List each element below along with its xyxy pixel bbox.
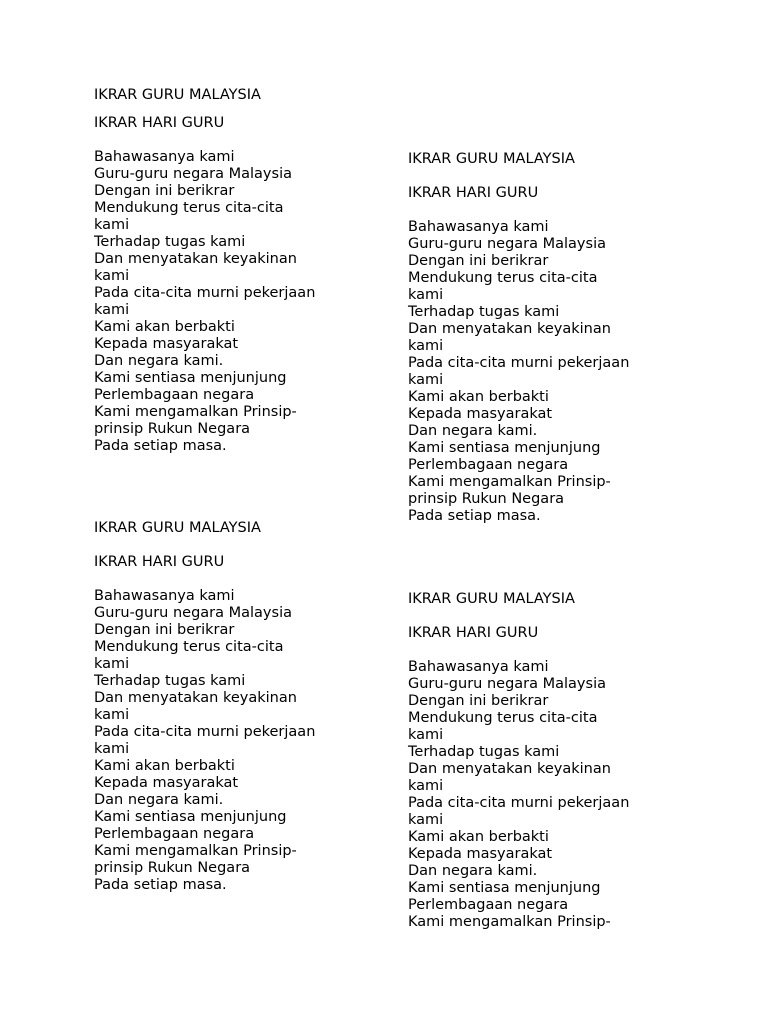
- pledge-line: Kami akan berbakti: [408, 829, 549, 845]
- pledge-line: Terhadap tugas kami: [94, 234, 246, 250]
- pledge-line: kami: [408, 338, 444, 354]
- pledge-line: Bahawasanya kami: [94, 149, 235, 165]
- pledge-line: Guru-guru negara Malaysia: [408, 676, 606, 692]
- pledge-subtitle: IKRAR HARI GURU: [94, 115, 225, 131]
- pledge-block-4: [408, 591, 708, 931]
- pledge-lines: [408, 659, 708, 931]
- pledge-line: Kami akan berbakti: [94, 758, 235, 774]
- pledge-line: prinsip Rukun Negara: [408, 491, 565, 507]
- pledge-line: Dengan ini berikrar: [94, 183, 235, 199]
- pledge-line: Dengan ini berikrar: [94, 622, 235, 638]
- pledge-block-1: [94, 87, 394, 455]
- pledge-line: Perlembagaan negara: [94, 826, 255, 842]
- pledge-block-3: [94, 520, 394, 894]
- pledge-line: kami: [94, 302, 130, 318]
- pledge-line: Kami sentiasa menjunjung: [408, 880, 601, 896]
- pledge-line: Pada cita-cita murni pekerjaan: [408, 795, 630, 811]
- pledge-title: IKRAR GURU MALAYSIA: [94, 520, 261, 536]
- pledge-line: Guru-guru negara Malaysia: [94, 605, 292, 621]
- pledge-line: prinsip Rukun Negara: [94, 421, 251, 437]
- pledge-lines: [94, 149, 394, 455]
- pledge-line: kami: [408, 727, 444, 743]
- pledge-line: Kepada masyarakat: [408, 846, 553, 862]
- pledge-line: Mendukung terus cita-cita: [408, 710, 598, 726]
- pledge-line: Kami sentiasa menjunjung: [94, 370, 287, 386]
- pledge-subtitle: IKRAR HARI GURU: [408, 185, 539, 201]
- pledge-line: Kami mengamalkan Prinsip-: [94, 843, 297, 859]
- pledge-line: Dengan ini berikrar: [408, 693, 549, 709]
- pledge-line: kami: [408, 372, 444, 388]
- pledge-line: kami: [94, 656, 130, 672]
- pledge-line: Pada setiap masa.: [94, 438, 227, 454]
- pledge-lines: [408, 219, 708, 525]
- pledge-title: IKRAR GURU MALAYSIA: [408, 591, 575, 607]
- pledge-line: Kami sentiasa menjunjung: [408, 440, 601, 456]
- pledge-line: Dan menyatakan keyakinan: [94, 690, 297, 706]
- pledge-line: Perlembagaan negara: [408, 897, 569, 913]
- pledge-line: Bahawasanya kami: [408, 659, 549, 675]
- pledge-line: Bahawasanya kami: [94, 588, 235, 604]
- pledge-line: Kami akan berbakti: [94, 319, 235, 335]
- pledge-line: Mendukung terus cita-cita: [408, 270, 598, 286]
- pledge-line: Dan menyatakan keyakinan: [408, 761, 611, 777]
- pledge-line: Dan negara kami.: [408, 423, 538, 439]
- pledge-line: kami: [408, 778, 444, 794]
- pledge-line: Guru-guru negara Malaysia: [94, 166, 292, 182]
- pledge-subtitle: IKRAR HARI GURU: [94, 554, 225, 570]
- pledge-line: kami: [94, 217, 130, 233]
- pledge-title: IKRAR GURU MALAYSIA: [94, 87, 261, 103]
- pledge-line: Pada cita-cita murni pekerjaan: [94, 285, 316, 301]
- pledge-line: Kami mengamalkan Prinsip-: [408, 474, 611, 490]
- pledge-line: kami: [408, 287, 444, 303]
- pledge-line: Dan menyatakan keyakinan: [94, 251, 297, 267]
- pledge-line: Bahawasanya kami: [408, 219, 549, 235]
- pledge-line: Kepada masyarakat: [94, 336, 239, 352]
- pledge-line: Perlembagaan negara: [94, 387, 255, 403]
- pledge-line: Pada cita-cita murni pekerjaan: [94, 724, 316, 740]
- pledge-line: Dan negara kami.: [408, 863, 538, 879]
- pledge-line: Mendukung terus cita-cita: [94, 639, 284, 655]
- pledge-line: Kami sentiasa menjunjung: [94, 809, 287, 825]
- pledge-line: prinsip Rukun Negara: [94, 860, 251, 876]
- pledge-line: Kepada masyarakat: [94, 775, 239, 791]
- pledge-line: Kami mengamalkan Prinsip-: [94, 404, 297, 420]
- pledge-line: Dan menyatakan keyakinan: [408, 321, 611, 337]
- pledge-line: Dengan ini berikrar: [408, 253, 549, 269]
- pledge-line: kami: [94, 268, 130, 284]
- pledge-line: Dan negara kami.: [94, 353, 224, 369]
- pledge-line: kami: [94, 741, 130, 757]
- pledge-line: Kami akan berbakti: [408, 389, 549, 405]
- pledge-line: Pada cita-cita murni pekerjaan: [408, 355, 630, 371]
- pledge-line: kami: [408, 812, 444, 828]
- pledge-line: Guru-guru negara Malaysia: [408, 236, 606, 252]
- pledge-line: Terhadap tugas kami: [408, 304, 560, 320]
- pledge-line: Terhadap tugas kami: [94, 673, 246, 689]
- pledge-line: Dan negara kami.: [94, 792, 224, 808]
- pledge-lines: [94, 588, 394, 894]
- pledge-line: Perlembagaan negara: [408, 457, 569, 473]
- pledge-line: Pada setiap masa.: [94, 877, 227, 893]
- pledge-line: kami: [94, 707, 130, 723]
- pledge-line: Kepada masyarakat: [408, 406, 553, 422]
- pledge-line: Pada setiap masa.: [408, 508, 541, 524]
- pledge-line: Mendukung terus cita-cita: [94, 200, 284, 216]
- pledge-block-2: [408, 151, 708, 525]
- pledge-title: IKRAR GURU MALAYSIA: [408, 151, 575, 167]
- pledge-line: Terhadap tugas kami: [408, 744, 560, 760]
- pledge-line: Kami mengamalkan Prinsip-: [408, 914, 611, 930]
- pledge-subtitle: IKRAR HARI GURU: [408, 625, 539, 641]
